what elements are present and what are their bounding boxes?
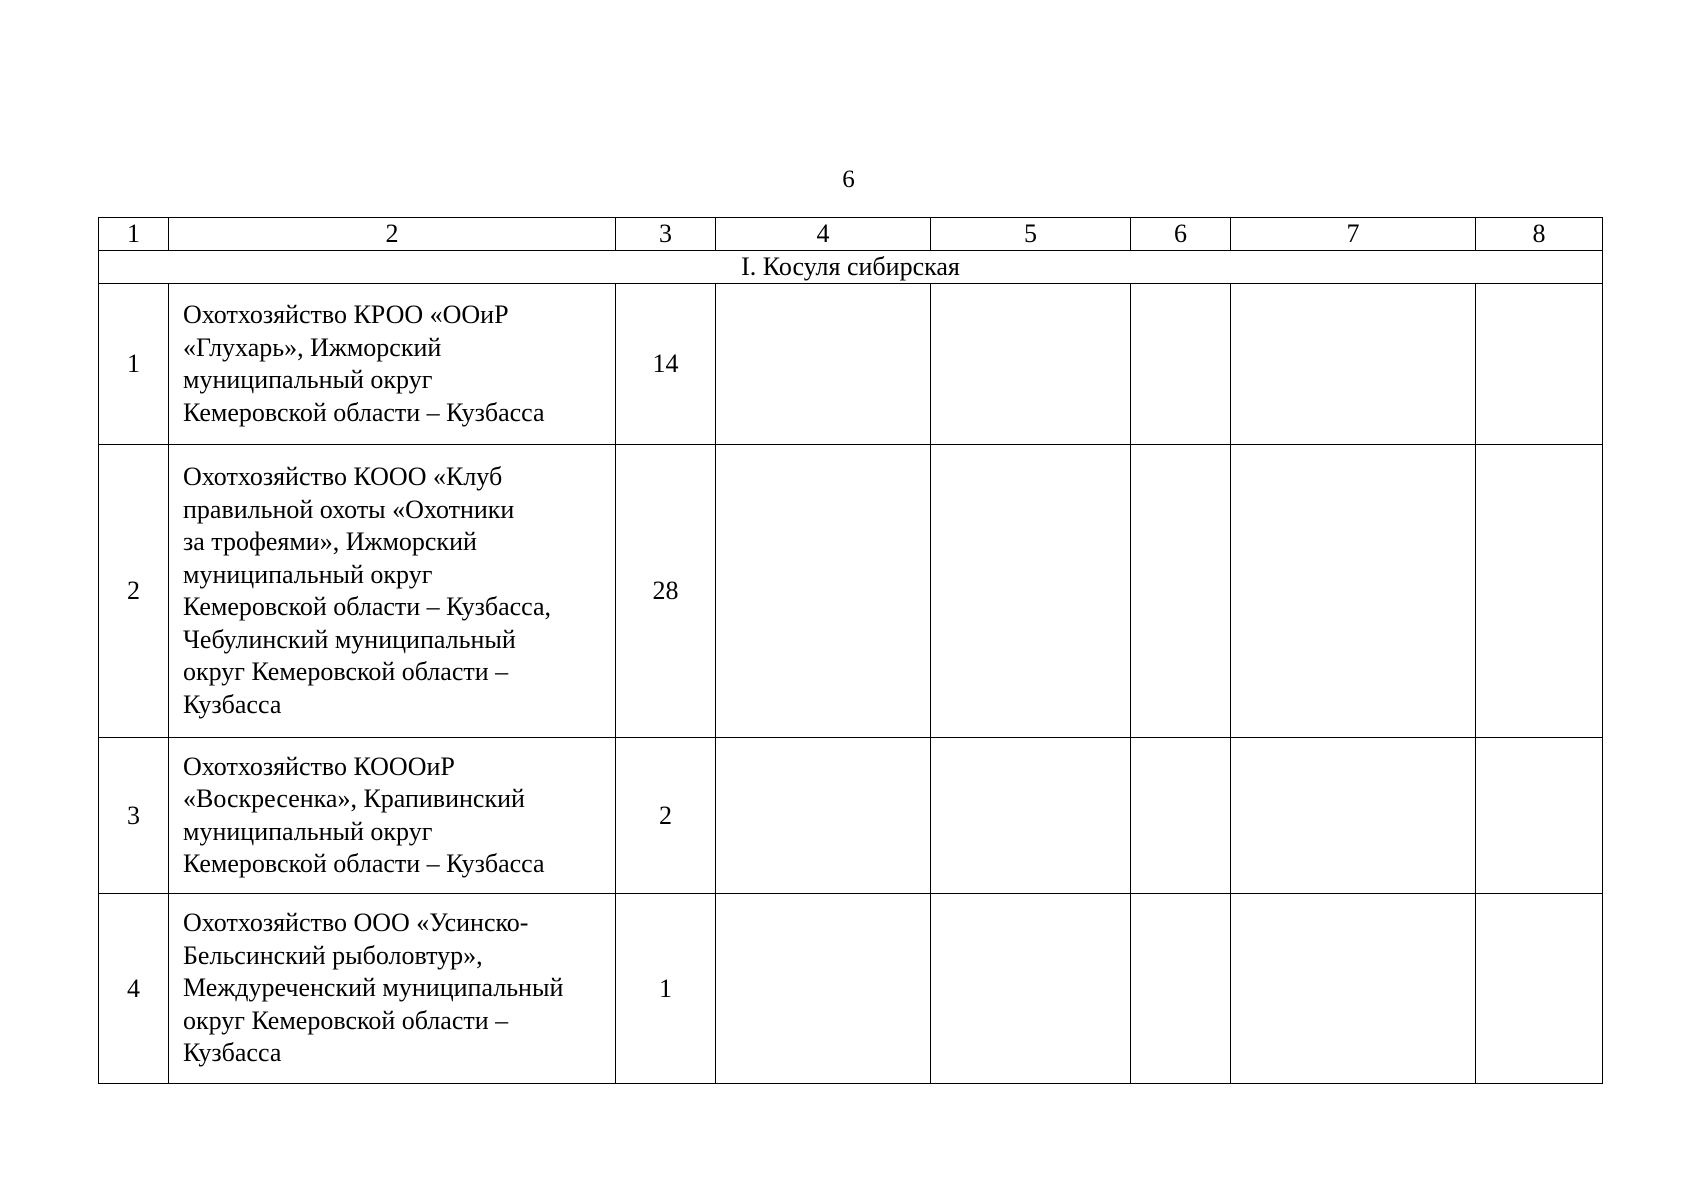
section-title: I. Косуля сибирская	[99, 251, 1603, 284]
row-number: 4	[99, 894, 169, 1084]
quota-value: 2	[616, 738, 716, 894]
table-cell	[1476, 284, 1603, 445]
table-cell	[716, 445, 931, 738]
row-number: 3	[99, 738, 169, 894]
hunting-ground-cell	[169, 894, 616, 1084]
column-header: 6	[1131, 218, 1231, 251]
table-cell	[716, 284, 931, 445]
quota-value: 28	[616, 445, 716, 738]
table-cell	[716, 894, 931, 1084]
table-cell	[1131, 284, 1231, 445]
table-cell	[931, 284, 1131, 445]
table-row	[99, 445, 1603, 738]
hunting-ground-name: Охотхозяйство КРОО «ООиР «Глухарь», Ижморский муниципальный округ Кемеровской области – Кузбасса	[183, 300, 545, 427]
hunting-ground-name: Охотхозяйство КОООиР «Воскресенка», Крапивинский муниципальный округ Кемеровской области – Кузбасса	[183, 751, 545, 878]
table-cell	[716, 738, 931, 894]
hunting-ground-cell	[169, 284, 616, 445]
column-header: 3	[616, 218, 716, 251]
table-cell	[931, 445, 1131, 738]
table-cell	[1231, 738, 1476, 894]
column-header: 4	[716, 218, 931, 251]
table-cell	[1231, 284, 1476, 445]
row-number: 1	[99, 284, 169, 445]
table-row	[99, 894, 1603, 1084]
hunting-ground-name: Охотхозяйство ООО «Усинско- Бельсинский рыболовтур», Междуреченский муниципальный округ Кемеровской области – Кузбасса	[183, 908, 564, 1068]
table-cell	[1476, 738, 1603, 894]
quota-value: 14	[616, 284, 716, 445]
table-cell	[1231, 894, 1476, 1084]
row-number: 2	[99, 445, 169, 738]
hunting-ground-cell	[169, 445, 616, 738]
table-cell	[1131, 445, 1231, 738]
table-row	[99, 284, 1603, 445]
table-cell	[1131, 894, 1231, 1084]
page-number: 6	[842, 166, 855, 193]
column-header: 8	[1476, 218, 1603, 251]
column-header: 5	[931, 218, 1131, 251]
column-number-header-row	[99, 218, 1603, 251]
column-header: 1	[99, 218, 169, 251]
quota-value: 1	[616, 894, 716, 1084]
section-header-row	[99, 251, 1603, 284]
table-cell	[1476, 894, 1603, 1084]
table-cell	[1476, 445, 1603, 738]
data-table	[98, 217, 1603, 1084]
column-header: 7	[1231, 218, 1476, 251]
hunting-ground-name: Охотхозяйство КООО «Клуб правильной охоты «Охотники за трофеями», Ижморский муниципальный округ Кемеровской области – Кузбасса, Чебулинский муниципальный округ Кемеровской области – Кузбасса	[183, 462, 552, 719]
hunting-ground-cell	[169, 738, 616, 894]
table-cell	[931, 894, 1131, 1084]
table-row	[99, 738, 1603, 894]
table-cell	[931, 738, 1131, 894]
table-cell	[1131, 738, 1231, 894]
table-cell	[1231, 445, 1476, 738]
column-header: 2	[169, 218, 616, 251]
